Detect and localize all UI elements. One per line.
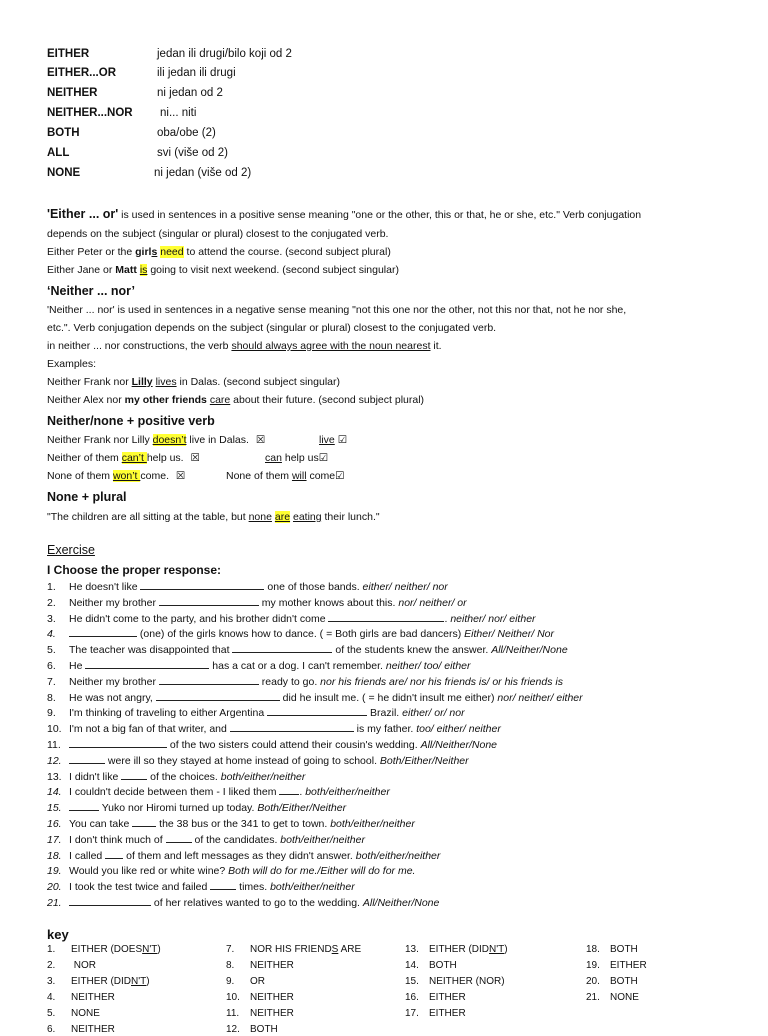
key-answer: NEITHER (250, 960, 294, 971)
either-or-desc-line2: depends on the subject (singular or plural) closest to the conjugated verb. (47, 228, 389, 240)
exercise-options: All/Neither/None (420, 739, 498, 751)
exercise-number: 1. (47, 581, 56, 593)
exercise-number: 20. (47, 881, 62, 894)
vocab-term: EITHER...OR (47, 67, 117, 79)
text: eating (292, 511, 322, 523)
positive-verb-correct-3 (226, 470, 345, 483)
key-item (405, 992, 466, 1004)
exercise-number: 10. (47, 723, 62, 736)
exercise-text: one of those bands. (264, 581, 363, 593)
key-item (226, 944, 361, 956)
exercise-text: Neither my brother (69, 596, 159, 609)
answer-blank[interactable] (69, 628, 137, 637)
exercise-text: . (299, 786, 306, 799)
text: Neither Frank nor (47, 376, 132, 388)
text: Matt (115, 264, 137, 276)
text: it. (430, 340, 442, 352)
vocab-meaning: oba/obe (2) (157, 127, 216, 139)
answer-blank[interactable] (328, 613, 444, 622)
key-number: 21. (586, 992, 600, 1003)
key-item (47, 976, 150, 988)
exercise-item (47, 881, 355, 894)
none-plural-title: None + plural (47, 490, 127, 504)
text: Either Peter or the (47, 246, 136, 258)
exercise-options: All/Neither/None (362, 897, 440, 909)
highlight: is (139, 264, 148, 276)
exercise-item (47, 897, 439, 910)
exercise-item (47, 786, 390, 799)
answer-blank[interactable] (279, 786, 299, 795)
exercise-number: 21. (47, 897, 62, 909)
check-icon: ☑ (335, 470, 345, 482)
exercise-text: Would you like red or white wine? (69, 865, 229, 878)
exercise-text: the 38 bus or the 341 to get to town. (156, 818, 331, 830)
exercise-text: ready to go. (258, 675, 321, 688)
key-item (586, 992, 639, 1004)
exercise-options: both/either/neither (305, 786, 390, 799)
text: lives (155, 376, 177, 388)
text: come (306, 470, 336, 482)
text: will (291, 470, 307, 482)
exercise-item (47, 581, 448, 594)
none-plural-example (47, 511, 380, 524)
key-number: 8. (226, 960, 235, 971)
text: Neither of them (47, 452, 122, 464)
key-number: 16. (405, 992, 419, 1003)
neither-nor-desc-line1: 'Neither ... nor' is used in sentences in a negative sense meaning "not this one nor the other, not this nor that, not he nor she, (47, 304, 627, 316)
check-icon: ☑ (318, 452, 329, 464)
exercise-item (47, 850, 440, 863)
exercise-options: both/either/neither (220, 770, 306, 783)
highlight: are (274, 511, 291, 523)
exercise-number: 5. (47, 644, 56, 657)
exercise-text: of the choices. (147, 770, 221, 783)
exercise-number: 12. (47, 754, 62, 767)
exercise-number: 2. (47, 596, 56, 609)
vocab-term: EITHER (47, 48, 90, 60)
key-number: 19. (586, 960, 600, 971)
exercise-number: 19. (47, 865, 62, 878)
vocab-term: NONE (47, 167, 81, 179)
key-number: 6. (47, 1024, 56, 1035)
exercise-text: Neither my brother (69, 675, 159, 688)
exercise-number: 13. (47, 770, 62, 783)
key-item (586, 976, 638, 988)
exercise-number: 4. (47, 628, 56, 641)
key-answer-suffix: ARE (338, 944, 362, 955)
key-answer: NEITHER (71, 1024, 115, 1035)
exercise-item (47, 613, 536, 626)
neither-nor-example-1 (47, 376, 340, 389)
vocab-meaning: jedan ili drugi/bilo koji od 2 (157, 48, 292, 60)
exercise-text: has a cat or a dog. I can't remember. (209, 660, 386, 672)
key-number: 3. (47, 976, 56, 987)
key-answer: NEITHER (NOR) (429, 976, 505, 987)
answer-blank[interactable] (85, 660, 209, 669)
vocab-term: ALL (47, 147, 70, 159)
examples-label: Examples: (47, 358, 97, 370)
answer-blank[interactable] (69, 755, 105, 764)
wrong-icon: ☒ (175, 470, 186, 482)
either-or-desc-line1 (47, 207, 641, 222)
highlight: need (160, 246, 184, 258)
key-answer: NONE (610, 992, 639, 1003)
neither-nor-desc-line3 (47, 340, 442, 353)
exercise-options: both/either/neither (355, 849, 441, 862)
exercise-item (47, 818, 415, 831)
key-answer: NOR HIS FRIEND (250, 944, 332, 955)
key-answer: EITHER (610, 960, 647, 971)
text: help us. (146, 452, 184, 464)
text: live in Dalas. (186, 434, 249, 446)
answer-blank[interactable] (210, 881, 236, 890)
text: Lilly (131, 376, 153, 388)
exercise-number: 14. (47, 786, 62, 799)
key-item (226, 992, 294, 1004)
key-answer: EITHER (DOES (71, 944, 143, 955)
exercise-title: Exercise (47, 543, 95, 557)
exercise-item (47, 676, 563, 689)
exercise-item (47, 597, 467, 610)
text: should always agree with the noun nearest (231, 340, 431, 352)
exercise-options: Both will do for me./Either will do for me. (228, 865, 416, 878)
vocab-meaning: svi (više od 2) (157, 147, 228, 159)
text: "The children are all sitting at the table, but (47, 511, 249, 523)
key-number: 14. (405, 960, 419, 971)
highlight: won’t (112, 470, 141, 482)
exercise-options: Both/Either/Neither (379, 754, 469, 767)
exercise-number: 18. (47, 849, 62, 862)
exercise-text: Yuko nor Hiromi turned up today. (99, 802, 258, 815)
text: in neither ... nor constructions, the verb (47, 340, 232, 352)
exercise-options: either/ neither/ nor (362, 581, 448, 593)
text: care (209, 394, 231, 406)
key-answer: BOTH (610, 976, 638, 987)
vocab-term: NEITHER (47, 87, 98, 99)
key-answer-underlined: N'T (489, 944, 505, 955)
key-answer: EITHER (DID (429, 944, 489, 955)
exercise-options: nor/ neither/ either (497, 691, 583, 704)
exercise-item (47, 660, 471, 673)
text: help us (281, 452, 319, 464)
vocab-term: BOTH (47, 127, 80, 139)
exercise-text: I don't think much of (69, 833, 166, 846)
text: none (248, 511, 272, 523)
exercise-text: He doesn't like (69, 581, 141, 593)
either-or-example-2 (47, 264, 399, 277)
answer-blank[interactable] (159, 676, 259, 685)
key-answer: EITHER (DID (71, 976, 131, 987)
positive-verb-row-1 (47, 434, 265, 447)
text: live (319, 434, 335, 446)
key-answer: EITHER (429, 992, 466, 1003)
exercise-number: 8. (47, 691, 56, 704)
key-title: key (47, 927, 69, 942)
key-item (47, 960, 96, 972)
key-answer-suffix: ) (504, 944, 508, 955)
exercise-item (47, 755, 469, 768)
positive-verb-row-3 (47, 470, 185, 483)
exercise-item (47, 692, 583, 705)
key-item (226, 1008, 294, 1020)
key-item (405, 960, 457, 972)
exercise-options: Either/ Neither/ Nor (464, 628, 555, 641)
key-answer: NEITHER (250, 992, 294, 1003)
exercise-item (47, 834, 365, 847)
exercise-text: did he insult me. ( = he didn't insult me either) (279, 691, 498, 704)
exercise-options: nor his friends are/ nor his friends is/ or his friends is (320, 675, 563, 688)
key-item (47, 992, 115, 1004)
vocab-meaning: ni jedan od 2 (157, 87, 223, 99)
key-number: 13. (405, 944, 419, 955)
key-answer-underlined: N'T (131, 976, 147, 987)
exercise-text: I didn't like (69, 770, 122, 783)
key-item (226, 1024, 278, 1036)
key-number: 18. (586, 944, 600, 955)
exercise-options: too/ either/ neither (416, 723, 501, 736)
exercise-number: 15. (47, 802, 62, 815)
exercise-number: 17. (47, 833, 62, 846)
answer-blank[interactable] (159, 597, 259, 606)
key-answer-suffix: ) (157, 944, 161, 955)
answer-blank[interactable] (105, 850, 123, 859)
answer-blank[interactable] (166, 834, 192, 843)
either-or-desc1: is used in sentences in a positive sense meaning "one or the other, this or that, he or she, etc." Verb conjugation (118, 209, 642, 221)
exercise-text: my mother knows about this. (258, 596, 399, 609)
key-item (405, 976, 505, 988)
answer-blank[interactable] (121, 771, 147, 780)
text: to attend the course. (second subject plural) (183, 246, 391, 258)
vocab-meaning: ili jedan ili drugi (157, 67, 236, 79)
exercise-options: both/either/neither (280, 833, 365, 846)
exercise-number: 6. (47, 660, 56, 672)
key-answer: BOTH (250, 1024, 278, 1035)
wrong-icon: ☒ (255, 434, 266, 446)
exercise-text: He didn't come to the party, and his brother didn't come (69, 612, 329, 625)
key-item (586, 944, 638, 956)
text: their lunch." (321, 511, 380, 523)
vocab-meaning: ni... niti (160, 107, 197, 119)
exercise-text: were ill so they stayed at home instead of going to school. (105, 754, 380, 767)
key-item (47, 1024, 115, 1036)
key-item (47, 1008, 100, 1020)
exercise-item (47, 707, 465, 720)
key-number: 20. (586, 976, 600, 987)
exercise-text: I couldn't decide between them - I liked them (69, 786, 280, 799)
vocab-meaning: ni jedan (više od 2) (154, 167, 252, 179)
key-item (405, 944, 508, 956)
exercise-options: either/ or/ nor (402, 707, 465, 720)
text: can (265, 452, 282, 464)
key-number: 4. (47, 992, 56, 1003)
text: Either Jane or (47, 264, 116, 276)
key-item (226, 960, 294, 972)
key-number: 9. (226, 976, 235, 987)
neither-nor-desc-line2: etc.". Verb conjugation depends on the subject (singular or plural) closest to the conjugated verb. (47, 322, 497, 334)
key-number: 12. (226, 1024, 240, 1035)
either-or-title: 'Either ... or' (47, 207, 119, 221)
exercise-item (47, 644, 568, 657)
text: my other friends (124, 394, 207, 406)
exercise-text: of the candidates. (191, 833, 281, 846)
answer-blank[interactable] (132, 818, 156, 827)
key-number: 2. (47, 960, 56, 971)
exercise-options: neither/ too/ either (385, 660, 471, 672)
text: going to visit next weekend. (second subject singular) (147, 264, 399, 276)
text: Neither Frank nor Lilly (47, 434, 153, 446)
vocab-term: NEITHER...NOR (47, 107, 133, 119)
key-answer-underlined: N'T (142, 944, 158, 955)
answer-blank[interactable] (69, 897, 151, 906)
check-icon: ☑ (337, 434, 348, 446)
exercise-text: The teacher was disappointed that (69, 644, 233, 657)
exercise-text: of the two sisters could attend their cousin's wedding. (167, 739, 421, 751)
text: come. (140, 470, 169, 482)
key-number: 15. (405, 976, 419, 987)
key-answer: BOTH (429, 960, 457, 971)
exercise-number: 3. (47, 612, 56, 625)
exercise-text: He was not angry, (69, 691, 156, 704)
positive-verb-row-2 (47, 452, 200, 465)
exercise-instruction: I Choose the proper response: (47, 563, 222, 577)
key-answer: OR (250, 976, 265, 987)
exercise-options: neither/ nor/ either (450, 612, 536, 625)
key-answer: EITHER (429, 1008, 466, 1019)
key-number: 5. (47, 1008, 56, 1019)
key-answer-suffix: ) (146, 976, 150, 987)
exercise-options: All/Neither/None (491, 644, 568, 657)
exercise-text: is my father. (353, 723, 417, 736)
wrong-icon: ☒ (190, 452, 200, 464)
exercise-text: I'm not a big fan of that writer, and (69, 723, 230, 736)
key-number: 10. (226, 992, 240, 1003)
exercise-text: I took the test twice and failed (69, 881, 211, 894)
key-number: 11. (226, 1008, 240, 1019)
exercise-options: Both/Either/Neither (257, 802, 347, 815)
key-item (226, 976, 265, 988)
answer-blank[interactable] (156, 692, 280, 701)
exercise-item (47, 865, 415, 878)
key-number: 1. (47, 944, 56, 955)
answer-blank[interactable] (232, 644, 332, 653)
positive-verb-title: Neither/none + positive verb (47, 414, 215, 428)
key-answer: BOTH (610, 944, 638, 955)
exercise-number: 7. (47, 675, 56, 688)
exercise-text: Brazil. (367, 707, 403, 720)
answer-blank[interactable] (230, 723, 354, 732)
answer-blank[interactable] (69, 739, 167, 748)
key-answer-underlined: S (331, 944, 339, 955)
text: None of them (47, 470, 113, 482)
text: about their future. (second subject plural) (230, 394, 425, 406)
answer-blank[interactable] (140, 581, 264, 590)
either-or-example-1 (47, 246, 391, 259)
exercise-text: of the students knew the answer. (332, 644, 492, 657)
key-answer: NEITHER (250, 1008, 294, 1019)
exercise-text: (one) of the girls knows how to dance. ( = Both girls are bad dancers) (137, 628, 465, 641)
exercise-text: of them and left messages as they didn't answer. (123, 849, 356, 862)
answer-blank[interactable] (69, 802, 99, 811)
exercise-text: . (444, 612, 451, 625)
exercise-number: 11. (47, 739, 61, 751)
text: s (151, 246, 158, 258)
key-number: 7. (226, 944, 235, 955)
exercise-options: both/either/neither (330, 818, 415, 830)
answer-blank[interactable] (267, 707, 367, 716)
key-item (405, 1008, 466, 1020)
key-answer: NONE (71, 1008, 100, 1019)
exercise-number: 16. (47, 818, 62, 830)
neither-nor-example-2 (47, 394, 424, 407)
exercise-text: I'm thinking of traveling to either Argentina (69, 707, 268, 720)
positive-verb-correct-1 (319, 434, 347, 447)
key-number: 17. (405, 1008, 419, 1019)
exercise-text: I called (69, 849, 106, 862)
text: in Dalas. (second subject singular) (176, 376, 340, 388)
exercise-item (47, 771, 305, 784)
highlight: can’t (121, 452, 147, 464)
neither-nor-title: ‘Neither ... nor’ (47, 284, 135, 298)
text: girl (135, 246, 152, 258)
exercise-text: He (69, 660, 86, 672)
exercise-options: nor/ neither/ or (398, 596, 467, 609)
exercise-item (47, 628, 554, 641)
key-answer: NOR (71, 960, 96, 971)
exercise-item (47, 739, 497, 752)
key-item (47, 944, 161, 956)
key-item (586, 960, 647, 972)
text: Neither Alex nor (47, 394, 125, 406)
exercise-number: 9. (47, 707, 56, 720)
exercise-text: times. (236, 881, 271, 894)
highlight: doesn’t (152, 434, 187, 446)
text: None of them (226, 470, 292, 482)
exercise-options: both/either/neither (270, 881, 355, 894)
exercise-item (47, 723, 501, 736)
positive-verb-correct-2 (265, 452, 328, 465)
exercise-text: of her relatives wanted to go to the wedding. (151, 897, 363, 909)
exercise-item (47, 802, 346, 815)
exercise-text: You can take (69, 818, 133, 830)
key-answer: NEITHER (71, 992, 115, 1003)
